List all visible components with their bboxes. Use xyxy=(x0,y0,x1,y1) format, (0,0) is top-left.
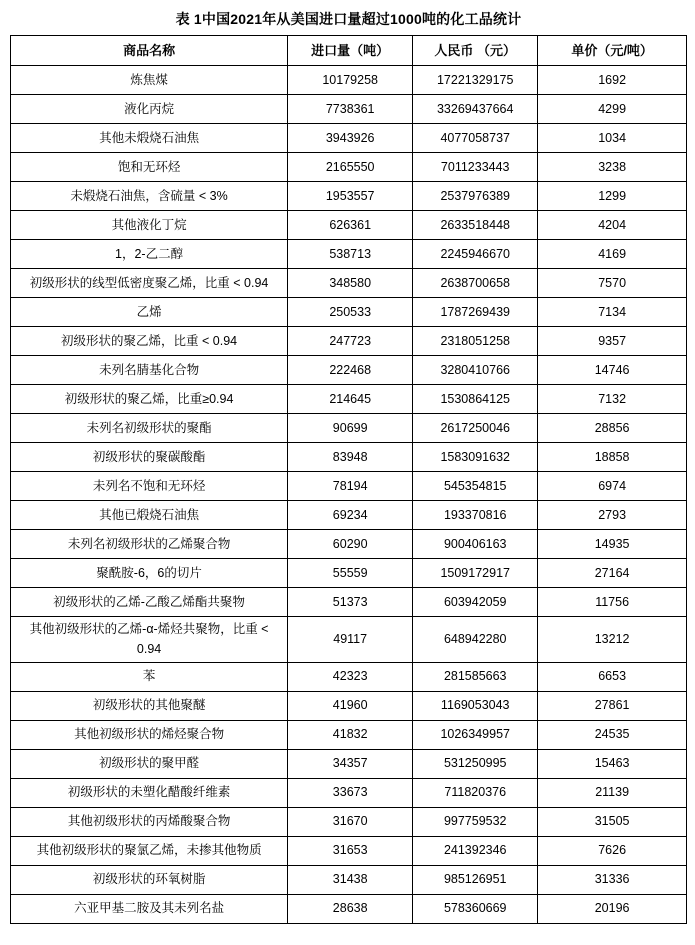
import-volume-tons-cell: 28638 xyxy=(288,894,413,923)
import-volume-tons-cell: 3943926 xyxy=(288,124,413,153)
product-name-cell: 其他初级形状的丙烯酸聚合物 xyxy=(11,807,288,836)
unit-price-yuan-per-ton-cell: 20196 xyxy=(538,894,687,923)
rmb-yuan-cell: 7011233443 xyxy=(413,153,538,182)
table-row xyxy=(11,95,687,124)
table-header xyxy=(11,36,687,66)
rmb-yuan-cell: 603942059 xyxy=(413,588,538,617)
unit-price-yuan-per-ton-cell: 18858 xyxy=(538,443,687,472)
table-row xyxy=(11,385,687,414)
rmb-yuan-cell: 33269437664 xyxy=(413,95,538,124)
product-name-cell: 炼焦煤 xyxy=(11,66,288,95)
unit-price-yuan-per-ton-cell: 1299 xyxy=(538,182,687,211)
product-name-cell: 未列名腈基化合物 xyxy=(11,356,288,385)
unit-price-yuan-per-ton-cell: 9357 xyxy=(538,327,687,356)
unit-price-yuan-per-ton-cell: 7134 xyxy=(538,298,687,327)
table-row xyxy=(11,443,687,472)
column-header-product-name: 商品名称 xyxy=(11,36,288,66)
import-volume-tons-cell: 250533 xyxy=(288,298,413,327)
product-name-cell: 1，2-乙二醇 xyxy=(11,240,288,269)
rmb-yuan-cell: 900406163 xyxy=(413,530,538,559)
product-name-cell: 初级形状的乙烯-乙酸乙烯酯共聚物 xyxy=(11,588,288,617)
table-row xyxy=(11,472,687,501)
product-name-cell: 聚酰胺-6，6的切片 xyxy=(11,559,288,588)
import-volume-tons-cell: 34357 xyxy=(288,749,413,778)
table-row xyxy=(11,240,687,269)
product-name-cell: 其他已煅烧石油焦 xyxy=(11,501,288,530)
unit-price-yuan-per-ton-cell: 4299 xyxy=(538,95,687,124)
unit-price-yuan-per-ton-cell: 1034 xyxy=(538,124,687,153)
rmb-yuan-cell: 545354815 xyxy=(413,472,538,501)
table-row xyxy=(11,414,687,443)
import-volume-tons-cell: 49117 xyxy=(288,617,413,663)
column-header-rmb-value: 人民币 （元） xyxy=(413,36,538,66)
unit-price-yuan-per-ton-cell: 7570 xyxy=(538,269,687,298)
rmb-yuan-cell: 3280410766 xyxy=(413,356,538,385)
product-name-cell: 六亚甲基二胺及其未列名盐 xyxy=(11,894,288,923)
table-row xyxy=(11,211,687,240)
table-row xyxy=(11,836,687,865)
import-volume-tons-cell: 55559 xyxy=(288,559,413,588)
product-name-cell: 未煅烧石油焦，含硫量 < 3% xyxy=(11,182,288,211)
product-name-cell: 初级形状的其他聚醚 xyxy=(11,691,288,720)
product-name-cell: 初级形状的聚乙烯，比重≥0.94 xyxy=(11,385,288,414)
product-name-cell: 初级形状的聚乙烯，比重 < 0.94 xyxy=(11,327,288,356)
import-volume-tons-cell: 31670 xyxy=(288,807,413,836)
unit-price-yuan-per-ton-cell: 24535 xyxy=(538,720,687,749)
column-header-import-volume: 进口量（吨） xyxy=(288,36,413,66)
rmb-yuan-cell: 1530864125 xyxy=(413,385,538,414)
table-title: 表 1中国2021年从美国进口量超过1000吨的化工品统计 xyxy=(175,11,522,27)
rmb-yuan-cell: 711820376 xyxy=(413,778,538,807)
product-name-cell: 其他初级形状的聚氯乙烯，未掺其他物质 xyxy=(11,836,288,865)
table-row xyxy=(11,749,687,778)
table-row xyxy=(11,778,687,807)
table-row xyxy=(11,501,687,530)
table-row xyxy=(11,66,687,95)
import-volume-tons-cell: 222468 xyxy=(288,356,413,385)
import-volume-tons-cell: 42323 xyxy=(288,662,413,691)
import-volume-tons-cell: 33673 xyxy=(288,778,413,807)
unit-price-yuan-per-ton-cell: 4204 xyxy=(538,211,687,240)
table-row xyxy=(11,327,687,356)
table-row xyxy=(11,807,687,836)
rmb-yuan-cell: 2633518448 xyxy=(413,211,538,240)
product-name-cell: 其他未煅烧石油焦 xyxy=(11,124,288,153)
table-row xyxy=(11,356,687,385)
table-row xyxy=(11,559,687,588)
import-volume-tons-cell: 214645 xyxy=(288,385,413,414)
rmb-yuan-cell: 281585663 xyxy=(413,662,538,691)
rmb-yuan-cell: 241392346 xyxy=(413,836,538,865)
unit-price-yuan-per-ton-cell: 15463 xyxy=(538,749,687,778)
table-row xyxy=(11,530,687,559)
unit-price-yuan-per-ton-cell: 14746 xyxy=(538,356,687,385)
import-volume-tons-cell: 51373 xyxy=(288,588,413,617)
rmb-yuan-cell: 997759532 xyxy=(413,807,538,836)
rmb-yuan-cell: 2617250046 xyxy=(413,414,538,443)
unit-price-yuan-per-ton-cell: 11756 xyxy=(538,588,687,617)
unit-price-yuan-per-ton-cell: 3238 xyxy=(538,153,687,182)
rmb-yuan-cell: 985126951 xyxy=(413,865,538,894)
rmb-yuan-cell: 1509172917 xyxy=(413,559,538,588)
import-volume-tons-cell: 60290 xyxy=(288,530,413,559)
rmb-yuan-cell: 4077058737 xyxy=(413,124,538,153)
import-volume-tons-cell: 348580 xyxy=(288,269,413,298)
import-volume-tons-cell: 1953557 xyxy=(288,182,413,211)
table-row xyxy=(11,269,687,298)
product-name-cell: 饱和无环烃 xyxy=(11,153,288,182)
import-volume-tons-cell: 69234 xyxy=(288,501,413,530)
unit-price-yuan-per-ton-cell: 13212 xyxy=(538,617,687,663)
unit-price-yuan-per-ton-cell: 28856 xyxy=(538,414,687,443)
table-row xyxy=(11,153,687,182)
product-name-cell: 未列名初级形状的聚酯 xyxy=(11,414,288,443)
unit-price-yuan-per-ton-cell: 31336 xyxy=(538,865,687,894)
product-name-cell: 其他初级形状的烯烃聚合物 xyxy=(11,720,288,749)
import-volume-tons-cell: 31653 xyxy=(288,836,413,865)
product-name-cell: 乙烯 xyxy=(11,298,288,327)
chemical-imports-table xyxy=(10,35,687,924)
import-volume-tons-cell: 31438 xyxy=(288,865,413,894)
product-name-cell: 初级形状的线型低密度聚乙烯，比重 < 0.94 xyxy=(11,269,288,298)
product-name-cell: 其他液化丁烷 xyxy=(11,211,288,240)
unit-price-yuan-per-ton-cell: 7626 xyxy=(538,836,687,865)
table-row xyxy=(11,720,687,749)
product-name-cell: 初级形状的环氧树脂 xyxy=(11,865,288,894)
product-name-cell: 初级形状的聚碳酸酯 xyxy=(11,443,288,472)
rmb-yuan-cell: 17221329175 xyxy=(413,66,538,95)
column-header-unit-price: 单价（元/吨） xyxy=(538,36,687,66)
product-name-cell: 苯 xyxy=(11,662,288,691)
product-name-cell: 未列名不饱和无环烃 xyxy=(11,472,288,501)
unit-price-yuan-per-ton-cell: 14935 xyxy=(538,530,687,559)
unit-price-yuan-per-ton-cell: 21139 xyxy=(538,778,687,807)
rmb-yuan-cell: 1583091632 xyxy=(413,443,538,472)
rmb-yuan-cell: 1026349957 xyxy=(413,720,538,749)
import-volume-tons-cell: 78194 xyxy=(288,472,413,501)
table-row xyxy=(11,298,687,327)
import-volume-tons-cell: 83948 xyxy=(288,443,413,472)
rmb-yuan-cell: 1169053043 xyxy=(413,691,538,720)
table-body xyxy=(11,66,687,924)
import-volume-tons-cell: 90699 xyxy=(288,414,413,443)
product-name-cell: 初级形状的聚甲醛 xyxy=(11,749,288,778)
rmb-yuan-cell: 2537976389 xyxy=(413,182,538,211)
import-volume-tons-cell: 2165550 xyxy=(288,153,413,182)
table-row xyxy=(11,124,687,153)
rmb-yuan-cell: 531250995 xyxy=(413,749,538,778)
rmb-yuan-cell: 2638700658 xyxy=(413,269,538,298)
import-volume-tons-cell: 7738361 xyxy=(288,95,413,124)
rmb-yuan-cell: 2318051258 xyxy=(413,327,538,356)
import-volume-tons-cell: 626361 xyxy=(288,211,413,240)
rmb-yuan-cell: 193370816 xyxy=(413,501,538,530)
unit-price-yuan-per-ton-cell: 7132 xyxy=(538,385,687,414)
rmb-yuan-cell: 578360669 xyxy=(413,894,538,923)
product-name-cell: 其他初级形状的乙烯-α-烯烃共聚物，比重 < 0.94 xyxy=(11,617,288,663)
table-row xyxy=(11,894,687,923)
import-volume-tons-cell: 41960 xyxy=(288,691,413,720)
table-row xyxy=(11,865,687,894)
rmb-yuan-cell: 648942280 xyxy=(413,617,538,663)
unit-price-yuan-per-ton-cell: 27164 xyxy=(538,559,687,588)
table-header-row xyxy=(11,36,687,66)
unit-price-yuan-per-ton-cell: 31505 xyxy=(538,807,687,836)
table-row xyxy=(11,691,687,720)
product-name-cell: 未列名初级形状的乙烯聚合物 xyxy=(11,530,288,559)
product-name-cell: 液化丙烷 xyxy=(11,95,288,124)
table-row xyxy=(11,182,687,211)
table-row xyxy=(11,617,687,663)
import-volume-tons-cell: 41832 xyxy=(288,720,413,749)
unit-price-yuan-per-ton-cell: 6974 xyxy=(538,472,687,501)
rmb-yuan-cell: 2245946670 xyxy=(413,240,538,269)
unit-price-yuan-per-ton-cell: 4169 xyxy=(538,240,687,269)
rmb-yuan-cell: 1787269439 xyxy=(413,298,538,327)
table-row xyxy=(11,662,687,691)
import-volume-tons-cell: 247723 xyxy=(288,327,413,356)
import-volume-tons-cell: 538713 xyxy=(288,240,413,269)
table-row xyxy=(11,588,687,617)
unit-price-yuan-per-ton-cell: 6653 xyxy=(538,662,687,691)
product-name-cell: 初级形状的未塑化醋酸纤维素 xyxy=(11,778,288,807)
unit-price-yuan-per-ton-cell: 1692 xyxy=(538,66,687,95)
unit-price-yuan-per-ton-cell: 27861 xyxy=(538,691,687,720)
import-volume-tons-cell: 10179258 xyxy=(288,66,413,95)
unit-price-yuan-per-ton-cell: 2793 xyxy=(538,501,687,530)
